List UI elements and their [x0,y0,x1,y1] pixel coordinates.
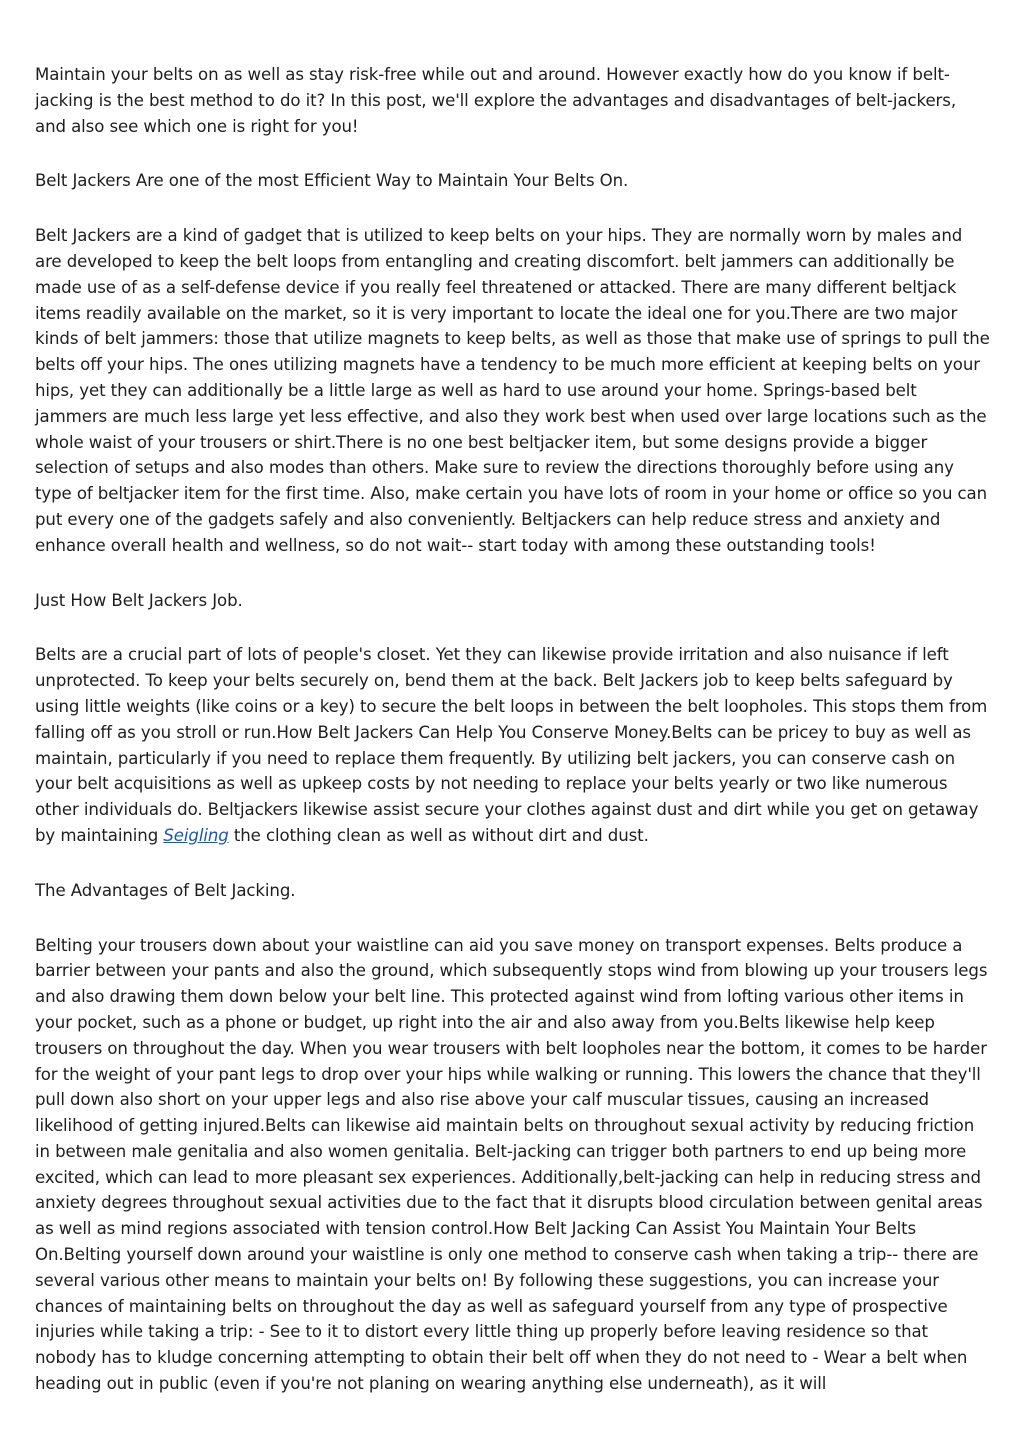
section-heading-advantages: The Advantages of Belt Jacking. [35,880,296,900]
body-paragraph-how-job [35,642,990,848]
body-paragraph-belt-jackers: Belt Jackers are a kind of gadget that is utilized to keep belts on your hips. They are normally worn by males and are developed to keep the belt loops from entangling and creating discomfort. belt jammers can additionally be made use of as a self-defense device if you really feel threatened or attacked. There are many different beltjack items readily available on the market, so it is very important to locate the ideal one for you.There are two major kinds of belt jammers: those that utilize magnets to keep belts, as well as those that make use of springs to pull the belts off your hips. The ones utilizing magnets have a tendency to be much more efficient at keeping belts on your hips, yet they can additionally be a little large as well as hard to use around your home. Springs-based belt jammers are much less large yet less effective, and also they work best when used over large locations such as the whole waist of your trousers or shirt.There is no one best beltjacker item, but some designs provide a bigger selection of setups and also modes than others. Make sure to review the directions thoroughly before using any type of beltjacker item for the first time. Also, make certain you have lots of room in your home or office so you can put every one of the gadgets safely and also conveniently. Beltjackers can help reduce stress and anxiety and enhance overall health and wellness, so do not wait-- start today with among these outstanding tools! [35,226,990,555]
body-paragraph-advantages: Belting your trousers down about your waistline can aid you save money on transport expenses. Belts produce a barrier between your pants and also the ground, which subsequently stops wind from blowing up your trousers legs and also drawing them down below your belt line. This protected against wind from lofting various other items in your pocket, such as a phone or budget, up right into the air and also away from you.Belts likewise help keep trousers on throughout the day. When you wear trousers with belt loopholes near the bottom, it comes to be harder for the weight of your pant legs to drop over your hips while walking or running. This lowers the chance that they'll pull down also short on your upper legs and also rise above your calf muscular tissues, causing an increased likelihood of getting injured.Belts can likewise aid maintain belts on throughout sexual activity by reducing friction in between male genitalia and also women genitalia. Belt-jacking can trigger both partners to end up being more excited, which can lead to more pleasant sex experiences. Additionally,belt-jacking can help in reducing stress and anxiety degrees throughout sexual activities due to the fact that it disrupts blood circulation between genital areas as well as mind regions associated with tension control.How Belt Jacking Can Assist You Maintain Your Belts On.Belting yourself down around your waistline is only one method to conserve cash when taking a trip-- there are several various other means to maintain your belts on! By following these suggestions, you can increase your chances of maintaining belts on throughout the day as well as safeguard yourself from any type of prospective injuries while taking a trip: - See to it to distort every little thing up properly before leaving residence so that nobody has to kludge concerning attempting to obtain their belt off when they do not need to - Wear a belt when heading out in public (even if you're not planing on wearing anything else underneath), as it will [35,935,988,1394]
body-text-after-link: the clothing clean as well as without dirt and dust. [228,825,649,845]
intro-paragraph: Maintain your belts on as well as stay risk-free while out and around. However exactly how do you know if belt-jacking is the best method to do it? In this post, we'll explore the advantages and disadvantages of belt-jackers, and also see which one is right for you! [35,65,957,136]
section-heading-how-job: Just How Belt Jackers Job. [35,590,243,610]
body-text-before-link: Belts are a crucial part of lots of people's closet. Yet they can likewise provide irritation and also nuisance if left unprotected. To keep your belts securely on, bend them at the back. Belt Jackers job to keep belts safeguard by using little weights (like coins or a key) to secure the belt loops in between the belt loopholes. This stops them from falling off as you stroll or run.How Belt Jackers Can Help You Conserve Money.Belts can be pricey to buy as well as maintain, particularly if you need to replace them frequently. By utilizing belt jackers, you can conserve cash on your belt acquisitions as well as upkeep costs by not needing to replace your belts yearly or two like numerous other individuals do. Beltjackers likewise assist secure your clothes against dust and dirt while you get on getaway by maintaining [35,645,988,845]
section-heading-efficient-way: Belt Jackers Are one of the most Efficient Way to Maintain Your Belts On. [35,171,629,191]
document-page [35,62,990,1426]
seigling-link[interactable]: Seigling [163,825,229,845]
